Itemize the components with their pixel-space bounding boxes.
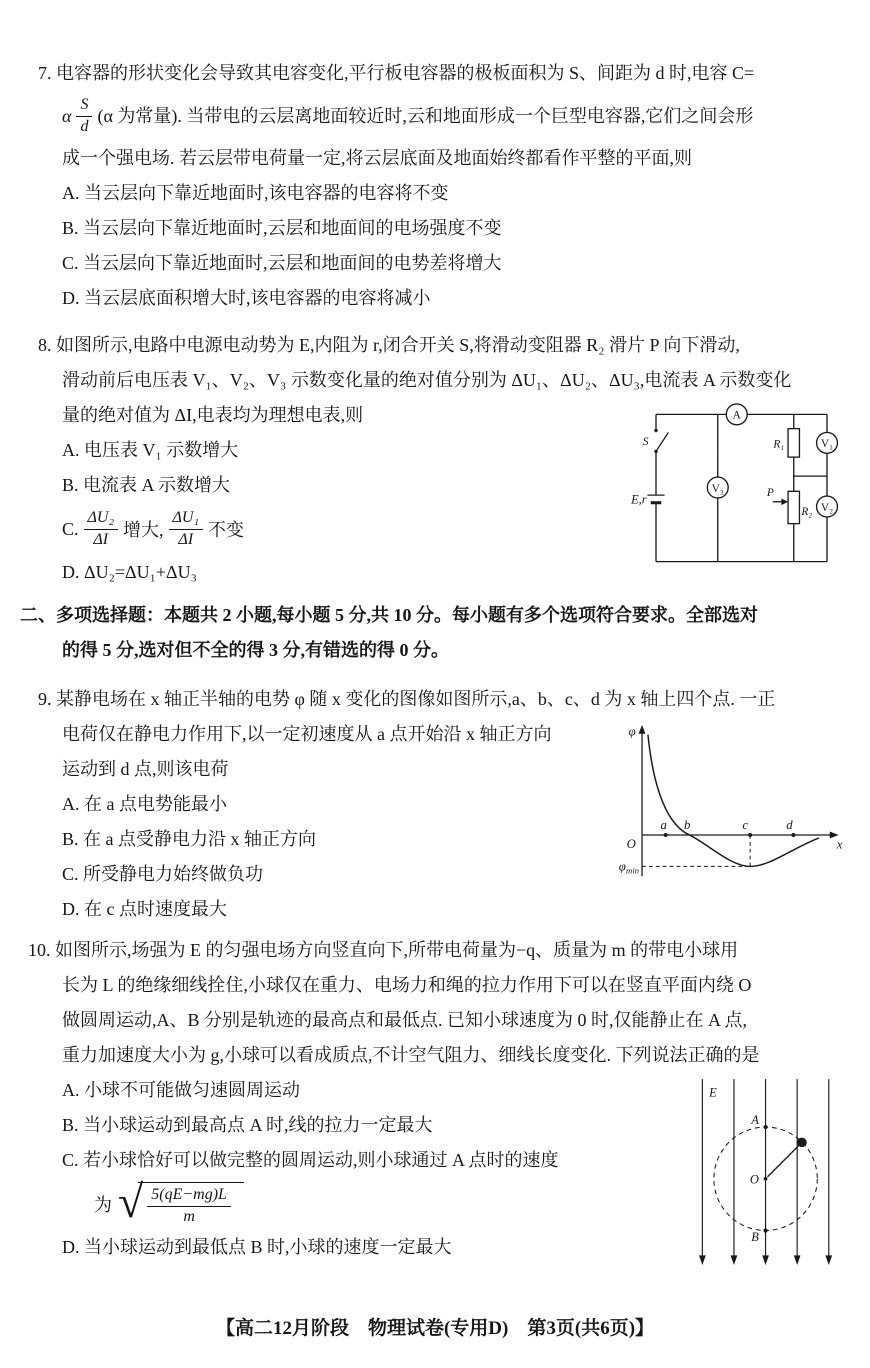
q7-stem-line2 bbox=[20, 91, 846, 141]
center-label: O bbox=[749, 1172, 759, 1187]
q7-stem-line1: 7. 电容器的形状变化会导致其电容变化,平行板电容器的极板面积为 S、间距为 d 时,电容 C= bbox=[38, 63, 755, 83]
bottom-point-label: B bbox=[751, 1230, 759, 1245]
q9-stem-line2: 电荷仅在静电力作用下,以一定初速度从 a 点开始沿 x 轴正方向 bbox=[62, 724, 552, 744]
page-footer: 【高二12月阶段 物理试卷(专用D) 第3页(共6页)】 bbox=[215, 1318, 655, 1339]
speed-frac-denominator: m bbox=[183, 1207, 195, 1225]
q7-stem-line2-text: (α 为常量). 当带电的云层离地面较近时,云和地面形成一个巨型电容器,它们之间会形 bbox=[97, 105, 754, 126]
q8-option-c-label: C. bbox=[62, 518, 79, 539]
frac1-denominator: ΔI bbox=[93, 530, 109, 548]
q10-option-c-line1: C. 若小球恰好可以做完整的圆周运动,则小球通过 A 点时的速度 bbox=[62, 1150, 559, 1170]
battery-label: E,r bbox=[631, 492, 647, 507]
ammeter-label: A bbox=[732, 409, 741, 422]
q9-stem-line1: 9. 某静电场在 x 轴正半轴的电势 φ 随 x 变化的图像如图所示,a、b、c、d 为 x 轴上四个点. 一正 bbox=[38, 689, 776, 709]
q8-option-c-tail: 不变 bbox=[208, 520, 245, 540]
q9-option-d: D. 在 c 点时速度最大 bbox=[62, 899, 227, 919]
delta-u2-over-delta-i bbox=[84, 509, 119, 549]
q8-option-d: D. ΔU₂=ΔU₁+ΔU₃ bbox=[62, 562, 197, 582]
origin-label: O bbox=[626, 836, 636, 851]
q8-option-c bbox=[20, 503, 606, 555]
center-dot bbox=[764, 1177, 768, 1181]
q9-option-b: B. 在 a 点受静电力沿 x 轴正方向 bbox=[62, 829, 316, 849]
v2-label: V₂ bbox=[820, 501, 834, 514]
point-b-dot bbox=[763, 1228, 767, 1232]
slider-arrowhead bbox=[781, 498, 788, 505]
section-2-heading bbox=[20, 598, 846, 668]
field-strength-label: E bbox=[709, 1085, 717, 1100]
field-arrowheads bbox=[699, 1255, 832, 1265]
graph-markers bbox=[639, 725, 839, 839]
graph-labels bbox=[619, 725, 843, 876]
alpha-coefficient: α bbox=[62, 106, 72, 126]
field-figure-svg bbox=[688, 1075, 846, 1272]
question-9 bbox=[20, 682, 846, 927]
figure-points bbox=[763, 1125, 806, 1233]
speed-frac-numerator: 5(qE−mg)L bbox=[147, 1186, 231, 1206]
circuit-diagram bbox=[618, 400, 846, 576]
q10-option-a: A. 小球不可能做匀速圆周运动 bbox=[62, 1080, 300, 1100]
question-7 bbox=[20, 56, 846, 316]
question-8 bbox=[20, 328, 846, 590]
q8-stem-line1: 8. 如图所示,电路中电源电动势为 E,内阻为 r,闭合开关 S,将滑动变阻器 R₂ 滑片 P 向下滑动, bbox=[38, 335, 740, 355]
q8-option-b: B. 电流表 A 示数增大 bbox=[62, 475, 231, 495]
circuit-svg bbox=[618, 400, 846, 576]
q7-option-d: D. 当云层底面积增大时,该电容器的电容将减小 bbox=[62, 288, 431, 308]
q10-option-c-prefix: 为 bbox=[94, 1195, 112, 1215]
slider-label: P bbox=[766, 487, 774, 500]
q7-option-a: A. 当云层向下靠近地面时,该电容器的电容将不变 bbox=[62, 183, 449, 203]
q7-option-c: C. 当云层向下靠近地面时,云层和地面间的电势差将增大 bbox=[62, 253, 502, 273]
q10-stem-line4: 重力加速度大小为 g,小球可以看成质点,不计空气阻力、细线长度变化. 下列说法正确的是 bbox=[62, 1045, 760, 1065]
point-a-label: a bbox=[660, 818, 667, 833]
switch-blade bbox=[656, 432, 668, 451]
circuit-wires bbox=[647, 404, 837, 562]
section-2-line1: 二、多项选择题：本题共 2 小题,每小题 5 分,共 10 分。每小题有多个选项符合要求。全部选对 bbox=[20, 605, 758, 625]
q9-body bbox=[20, 717, 846, 927]
capacitance-fraction bbox=[76, 96, 92, 136]
sqrt-expression bbox=[118, 1176, 244, 1228]
field-circle-figure bbox=[688, 1075, 846, 1272]
section-2-line2: 的得 5 分,选对但不全的得 3 分,有错选的得 0 分。 bbox=[62, 640, 449, 660]
radicand bbox=[138, 1182, 244, 1226]
potential-graph-svg bbox=[614, 719, 846, 891]
speed-fraction bbox=[147, 1186, 231, 1226]
q7-option-b: B. 当云层向下靠近地面时,云层和地面间的电场强度不变 bbox=[62, 218, 502, 238]
q8-stem-line2: 滑动前后电压表 V₁、V₂、V₃ 示数变化量的绝对值分别为 ΔU₁、ΔU₂、ΔU₃,电流表 A 示数变化 bbox=[62, 370, 792, 390]
q8-option-c-middle: 增大, bbox=[123, 520, 164, 540]
resistor-r1-icon bbox=[788, 429, 799, 458]
q8-option-a: A. 电压表 V₁ 示数增大 bbox=[62, 440, 239, 460]
point-b-label: b bbox=[684, 818, 691, 833]
potential-curve bbox=[648, 735, 819, 867]
potential-graph bbox=[614, 719, 846, 891]
string-line bbox=[767, 1145, 799, 1177]
fraction-numerator: S bbox=[76, 96, 92, 116]
q8-stem-line3: 量的绝对值为 ΔI,电表均为理想电表,则 bbox=[62, 405, 364, 425]
point-d-label: d bbox=[786, 818, 793, 833]
q9-option-c: C. 所受静电力始终做负功 bbox=[62, 864, 264, 884]
q10-stem-line1: 10. 如图所示,场强为 E 的匀强电场方向竖直向下,所带电荷量为−q、质量为 m 的带电小球用 bbox=[28, 940, 739, 960]
fraction-denominator: d bbox=[80, 117, 89, 135]
graph-axes bbox=[642, 731, 833, 876]
y-axis-arrowhead bbox=[639, 725, 646, 734]
q9-stem-line3: 运动到 d 点,则该电荷 bbox=[62, 759, 229, 779]
r1-label: R₁ bbox=[773, 438, 785, 451]
delta-u1-over-delta-i bbox=[169, 509, 204, 549]
q10-stem-line2: 长为 L 的绝缘细线拴住,小球仅在重力、电场力和绳的拉力作用下可以在竖直平面内绕 O bbox=[62, 975, 752, 995]
x-axis-label: x bbox=[836, 837, 843, 852]
charged-ball bbox=[797, 1138, 807, 1148]
q10-option-d: D. 当小球运动到最低点 B 时,小球的速度一定最大 bbox=[62, 1237, 452, 1257]
q10-options-block bbox=[20, 1073, 846, 1278]
v3-label: V₃ bbox=[711, 482, 724, 495]
frac2-denominator: ΔI bbox=[178, 530, 194, 548]
q7-stem-line3: 成一个强电场. 若云层带电荷量一定,将云层底面及地面始终都看作平整的平面,则 bbox=[62, 148, 692, 168]
question-10 bbox=[20, 933, 846, 1278]
r2-label: R₂ bbox=[801, 506, 813, 519]
top-point-label: A bbox=[751, 1113, 759, 1128]
phi-min-label: $\varphi_{min}$ bbox=[618, 859, 640, 876]
q10-option-b: B. 当小球运动到最高点 A 时,线的拉力一定最大 bbox=[62, 1115, 433, 1135]
switch-label: S bbox=[642, 435, 649, 448]
q9-option-a: A. 在 a 点电势能最小 bbox=[62, 794, 227, 814]
q10-stem-line3: 做圆周运动,A、B 分别是轨迹的最高点和最低点. 已知小球速度为 0 时,仅能静止在 A 点, bbox=[62, 1010, 748, 1030]
point-c-label: c bbox=[742, 818, 749, 833]
point-a-dot bbox=[763, 1125, 767, 1129]
frac1-numerator: ΔU₂ bbox=[84, 509, 119, 529]
y-axis-label: φ bbox=[628, 724, 636, 739]
frac2-numerator: ΔU₁ bbox=[169, 509, 204, 529]
v1-label: V₁ bbox=[820, 438, 834, 451]
radical-sign: √ bbox=[118, 1176, 144, 1228]
q10-option-c-formula bbox=[20, 1178, 676, 1230]
q8-body bbox=[20, 398, 846, 590]
rheostat-r2-icon bbox=[788, 491, 799, 523]
